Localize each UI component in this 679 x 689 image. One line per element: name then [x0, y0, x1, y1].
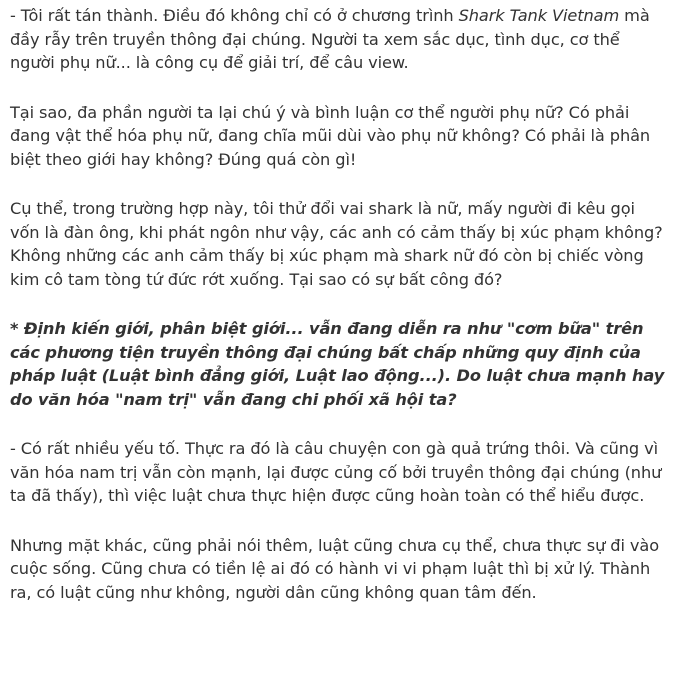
paragraph-answer-2: - Có rất nhiều yếu tố. Thực ra đó là câu chuyện con gà quả trứng thôi. Và cũng vì văn hóa nam trị vẫn còn mạnh, lại được củng cố bởi truyền thông đại chúng (như ta đã thấy), thì việc luật chưa thực hiện được cũng hoàn toàn có thể hiểu được. [10, 439, 662, 505]
paragraph-2: Tại sao, đa phần người ta lại chú ý và bình luận cơ thể người phụ nữ? Có phải đang vật thể hóa phụ nữ, đang chĩa mũi dùi vào phụ nữ không? Có phải là phân biệt theo giới hay không? Đúng quá còn gì! [10, 102, 651, 169]
paragraph-answer-1 [10, 4, 669, 75]
paragraph-5: Nhưng mặt khác, cũng phải nói thêm, luật cũng chưa cụ thể, chưa thực sự đi vào cuộc sống. Cũng chưa có tiền lệ ai đó có hành vi vi phạm luật thì bị xử lý. Thành ra, có luật cũng như không, người dân cũng không quan tâm đến. [10, 535, 660, 602]
paragraph-answer-1-end: mà đầy rẫy trên truyền thông đại chúng. Người ta xem sắc dục, tình dục, cơ thể người phụ nữ... là công cụ để giải trí, để câu view. [10, 6, 650, 72]
show-name: Shark Tank Vietnam [458, 6, 620, 25]
interview-question: * Định kiến giới, phân biệt giới... vẫn đang diễn ra như "cơm bữa" trên các phương tiện truyền thông đại chúng bất chấp những quy định của pháp luật (Luật bình đẳng giới, Luật lao động...). Do luật chưa mạnh hay do văn hóa "nam trị" vẫn đang chi phối xã hội ta? [10, 319, 665, 409]
paragraph-answer-1-start: - Tôi rất tán thành. Điều đó không chỉ có ở chương trình [10, 6, 459, 25]
paragraph-3: Cụ thể, trong trường hợp này, tôi thử đổi vai shark là nữ, mấy người đi kêu gọi vốn là đàn ông, khi phát ngôn như vậy, các anh có cảm thấy bị xúc phạm không? Không những các anh cảm thấy bị xúc phạm mà shark nữ đó còn bị chiếc vòng kim cô tam tòng tứ đức rớt xuống. Tại sao có sự bất công đó? [10, 199, 663, 289]
